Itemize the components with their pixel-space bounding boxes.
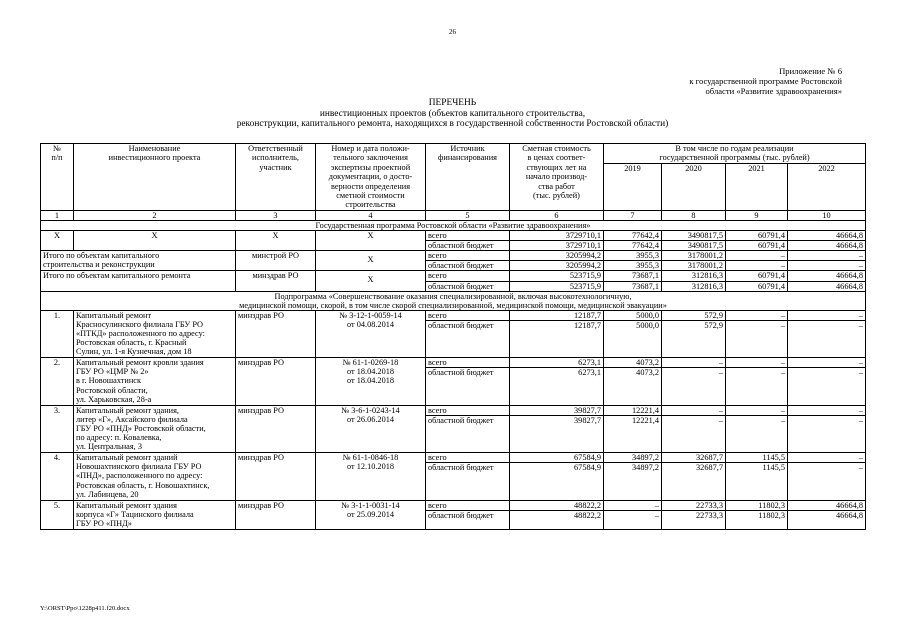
subprogram-title-row: [41, 291, 866, 310]
project-expertise-line: № 3-12-1-0059-14: [339, 310, 402, 320]
x-cell: X: [236, 231, 316, 251]
project-expertise-line: № 61-1-0269-18: [342, 358, 399, 368]
year-2021-cell: 60791,4: [726, 281, 788, 291]
year-2020-cell: –: [662, 358, 726, 368]
project-num: 5.: [41, 500, 74, 529]
year-2022-cell: 46664,8: [788, 281, 866, 291]
cost-cell: 3205994,2: [510, 261, 604, 271]
project-expertise-line: от 26.06.2014: [346, 414, 395, 424]
source-cell: всего: [426, 405, 510, 415]
project-name: [74, 358, 236, 405]
program-row: [41, 231, 866, 241]
year-2022-cell: 46664,8: [788, 500, 866, 510]
year-2020-cell: 572,9: [662, 320, 726, 357]
x-cell: X: [74, 231, 236, 251]
title-line: реконструкции, капитального ремонта, находящихся в государственной собственности Ростовской области): [236, 119, 669, 129]
year-2021-cell: 1145,5: [726, 463, 788, 500]
year-2021-cell: –: [726, 358, 788, 368]
cost-cell: 523715,9: [510, 281, 604, 291]
project-name-line: ул. Лабинцева, 20: [76, 489, 139, 499]
year-2022-cell: –: [788, 320, 866, 357]
year-2022-cell: –: [788, 368, 866, 405]
year-2021-cell: 11802,3: [726, 500, 788, 510]
totals-exec: минстрой РО: [236, 251, 316, 271]
header-expertise-line: верности определения: [330, 181, 411, 191]
project-name-line: Красносулинского филиала ГБУ РО: [76, 319, 204, 329]
header-year: 2022: [788, 164, 866, 211]
header-cost-line: Сметная стоимость: [522, 144, 591, 153]
year-2021-cell: 60791,4: [726, 231, 788, 241]
project-name-line: Капитальный ремонт кровли здания: [76, 358, 204, 368]
year-2021-cell: 1145,5: [726, 453, 788, 463]
totals-label: [41, 271, 236, 291]
year-2019-cell: –: [604, 510, 662, 529]
cost-cell: 523715,9: [510, 271, 604, 281]
column-number: 9: [726, 210, 788, 220]
project-name-line: ул. Харьковская, 28-а: [76, 394, 152, 404]
project-expertise-line: от 04.08.2014: [346, 319, 395, 329]
project-row: [41, 358, 866, 368]
source-cell: всего: [426, 500, 510, 510]
project-expertise: [316, 453, 426, 500]
project-name-line: ул. Центральная, 3: [76, 442, 142, 452]
header-cost-line: ства работ: [538, 181, 575, 191]
source-cell: всего: [426, 251, 510, 261]
year-2022-cell: –: [788, 251, 866, 261]
project-name: [74, 310, 236, 357]
year-2020-cell: 572,9: [662, 310, 726, 320]
source-cell: областной бюджет: [426, 415, 510, 452]
project-name-line: Капитальный ремонт здания: [76, 500, 177, 510]
totals-row: [41, 271, 866, 281]
year-2020-cell: –: [662, 415, 726, 452]
year-2019-cell: 73687,1: [604, 281, 662, 291]
project-name-line: Капитальный ремонт: [76, 310, 152, 320]
source-cell: областной бюджет: [426, 510, 510, 529]
cost-cell: 67584,9: [510, 463, 604, 500]
header-years-group-line: государственной программы (тыс. рублей): [659, 153, 810, 163]
title-line: инвестиционных проектов (объектов капитального строительства,: [319, 108, 586, 119]
source-cell: всего: [426, 358, 510, 368]
header-num: [41, 144, 74, 211]
year-2020-cell: 3178001,2: [662, 261, 726, 271]
x-cell: X: [316, 231, 426, 251]
column-number-row: [41, 210, 866, 220]
year-2020-cell: 3490817,5: [662, 241, 726, 251]
project-expertise: [316, 405, 426, 452]
cost-cell: 48822,2: [510, 510, 604, 529]
project-row: [41, 405, 866, 415]
totals-label-line: Итого по объектам капитального ремонта: [43, 271, 191, 281]
appendix-line: области «Развитие здравоохранения»: [705, 86, 842, 97]
project-name-line: литер «Г», Аксайского филиала: [76, 414, 188, 424]
project-name-line: Сулин, ул. 1-я Кузнечная, дом 18: [76, 347, 192, 357]
year-2021-cell: –: [726, 405, 788, 415]
project-name-line: «ПТКД» расположенного по адресу:: [76, 328, 205, 338]
year-2019-cell: 4073,2: [604, 368, 662, 405]
source-cell: областной бюджет: [426, 368, 510, 405]
header-years-group: [604, 144, 866, 164]
header-year: 2021: [726, 164, 788, 211]
year-2021-cell: –: [726, 261, 788, 271]
year-2021-cell: –: [726, 320, 788, 357]
project-num: 4.: [41, 453, 74, 500]
project-expertise-line: от 18.04.2018: [346, 376, 395, 386]
project-expertise-line: от 12.10.2018: [346, 462, 395, 472]
subprogram-title-line: медицинской помощи, скорой, в том числе скорой специализированной, медицинской помощи, медицинской эвакуации»: [239, 300, 667, 310]
cost-cell: 67584,9: [510, 453, 604, 463]
year-2019-cell: 3955,3: [604, 261, 662, 271]
header-cost: [510, 144, 604, 211]
project-name-line: Ростовская область, г. Красный: [76, 338, 187, 348]
header-exec-line: Ответственный: [248, 144, 303, 153]
year-2022-cell: –: [788, 463, 866, 500]
year-2021-cell: –: [726, 368, 788, 405]
year-2019-cell: 12221,4: [604, 405, 662, 415]
column-number: 5: [426, 210, 510, 220]
project-name-line: Капитальный ремонт зданий: [76, 453, 178, 463]
year-2022-cell: –: [788, 405, 866, 415]
project-name-line: ГБУ РО «ПНД»: [76, 518, 132, 528]
year-2022-cell: –: [788, 415, 866, 452]
source-cell: всего: [426, 310, 510, 320]
project-expertise: [316, 358, 426, 405]
source-cell: всего: [426, 453, 510, 463]
totals-exec: минздрав РО: [236, 271, 316, 291]
year-2019-cell: 77642,4: [604, 231, 662, 241]
project-row: [41, 500, 866, 510]
project-expertise: [316, 500, 426, 529]
column-number: 1: [41, 210, 74, 220]
column-number: 10: [788, 210, 866, 220]
source-cell: всего: [426, 231, 510, 241]
year-2019-cell: –: [604, 500, 662, 510]
source-cell: областной бюджет: [426, 281, 510, 291]
header-exec: [236, 144, 316, 211]
program-title-row: [41, 220, 866, 230]
source-cell: всего: [426, 271, 510, 281]
header-name-line: инвестиционного проекта: [108, 153, 201, 163]
header-cost-line: начало производ-: [525, 172, 588, 182]
project-name: [74, 405, 236, 452]
header-source-line: финансирования: [438, 153, 497, 163]
appendix-line: к государственной программе Ростовской: [689, 76, 842, 87]
year-2019-cell: 5000,0: [604, 320, 662, 357]
year-2022-cell: 46664,8: [788, 231, 866, 241]
project-expertise: [316, 310, 426, 357]
year-2021-cell: 11802,3: [726, 510, 788, 529]
totals-label-line: строительства и реконструкции: [43, 260, 155, 270]
header-cost-line: ствующих лет на: [526, 162, 587, 172]
column-number: 8: [662, 210, 726, 220]
year-2019-cell: 4073,2: [604, 358, 662, 368]
project-exec: минздрав РО: [236, 500, 316, 529]
page-number: 26: [449, 28, 456, 36]
project-name-line: в г. Новошахтинск: [76, 376, 141, 386]
header-expertise-line: строительства: [345, 200, 396, 210]
title-line: ПЕРЕЧЕНЬ: [428, 98, 477, 108]
header-expertise-line: документации, о досто-: [328, 172, 413, 182]
project-name: [74, 453, 236, 500]
header-name-line: Наименование: [128, 144, 181, 153]
header-expertise: [316, 144, 426, 211]
project-exec: минздрав РО: [236, 405, 316, 452]
year-2020-cell: 22733,3: [662, 500, 726, 510]
year-2019-cell: 5000,0: [604, 310, 662, 320]
cost-cell: 12187,7: [510, 310, 604, 320]
header-year: 2019: [604, 164, 662, 211]
totals-label-line: Итого по объектам капитального: [43, 251, 160, 261]
year-2019-cell: 73687,1: [604, 271, 662, 281]
header-exec-line: участник: [259, 162, 292, 172]
header-exec-line: исполнитель,: [252, 153, 299, 163]
cost-cell: 48822,2: [510, 500, 604, 510]
project-name-line: корпуса «Г» Тацинского филиала: [76, 509, 194, 519]
totals-label: [41, 251, 236, 271]
cost-cell: 39827,7: [510, 415, 604, 452]
file-path-footer: Y:\ORST\Ppo\1228p411.f20.docx: [40, 605, 130, 612]
year-2020-cell: 3490817,5: [662, 231, 726, 241]
source-cell: областной бюджет: [426, 261, 510, 271]
header-expertise-line: тельного заключения: [333, 153, 408, 163]
project-name-line: ГБУ РО «ПНД» Ростовской области,: [76, 423, 206, 433]
header-num-line: №: [53, 144, 61, 153]
project-exec: минздрав РО: [236, 358, 316, 405]
header-name: [74, 144, 236, 211]
cost-cell: 3729710,1: [510, 241, 604, 251]
project-name: [74, 500, 236, 529]
project-row: [41, 453, 866, 463]
totals-expert: X: [316, 271, 426, 291]
header-cost-line: (тыс. рублей): [533, 191, 580, 201]
year-2022-cell: –: [788, 310, 866, 320]
year-2022-cell: –: [788, 453, 866, 463]
year-2021-cell: –: [726, 415, 788, 452]
subprogram-title: [41, 291, 866, 310]
header-expertise-line: экспертизы проектной: [330, 162, 411, 172]
appendix-line: Приложение № 6: [779, 66, 842, 76]
project-exec: минздрав РО: [236, 453, 316, 500]
column-number: 3: [236, 210, 316, 220]
year-2021-cell: –: [726, 251, 788, 261]
header-cost-line: в ценах соответ-: [527, 153, 586, 163]
year-2019-cell: 77642,4: [604, 241, 662, 251]
project-expertise-line: № 61-1-0846-18: [342, 453, 399, 463]
header-source-line: Источник: [450, 144, 485, 153]
column-number: 6: [510, 210, 604, 220]
project-expertise-line: от 25.09.2014: [346, 509, 395, 519]
source-cell: областной бюджет: [426, 241, 510, 251]
project-name-line: Ростовская область, г. Новошахтинск,: [76, 480, 210, 490]
column-number: 4: [316, 210, 426, 220]
investment-projects-table: [40, 143, 866, 530]
year-2022-cell: 46664,8: [788, 241, 866, 251]
cost-cell: 39827,7: [510, 405, 604, 415]
x-cell: X: [41, 231, 74, 251]
totals-row: [41, 251, 866, 261]
project-row: [41, 310, 866, 320]
header-expertise-line: Номер и дата положи-: [331, 144, 410, 153]
year-2019-cell: 12221,4: [604, 415, 662, 452]
appendix-caption: [582, 66, 842, 97]
project-expertise-line: № 3-6-1-0243-14: [341, 405, 400, 415]
project-num: 3.: [41, 405, 74, 452]
cost-cell: 3729710,1: [510, 231, 604, 241]
document-title: [0, 98, 905, 130]
project-name-line: ГБУ РО «ЦМР № 2»: [76, 367, 149, 377]
header-expertise-line: сметной стоимости: [336, 191, 405, 201]
year-2022-cell: 46664,8: [788, 271, 866, 281]
project-exec: минздрав РО: [236, 310, 316, 357]
year-2020-cell: 312816,3: [662, 281, 726, 291]
source-cell: областной бюджет: [426, 463, 510, 500]
project-name-line: Капитальный ремонт здания,: [76, 405, 179, 415]
column-number: 2: [74, 210, 236, 220]
year-2022-cell: –: [788, 261, 866, 271]
year-2020-cell: 32687,7: [662, 453, 726, 463]
project-num: 1.: [41, 310, 74, 357]
header-years-group-line: В том числе по годам реализации: [675, 144, 794, 153]
year-2020-cell: 22733,3: [662, 510, 726, 529]
header-row: [41, 144, 866, 164]
year-2022-cell: –: [788, 358, 866, 368]
cost-cell: 12187,7: [510, 320, 604, 357]
cost-cell: 3205994,2: [510, 251, 604, 261]
year-2020-cell: 312816,3: [662, 271, 726, 281]
header-num-line: п/п: [51, 153, 63, 163]
year-2021-cell: 60791,4: [726, 241, 788, 251]
year-2021-cell: –: [726, 310, 788, 320]
year-2021-cell: 60791,4: [726, 271, 788, 281]
totals-expert: X: [316, 251, 426, 271]
header-year: 2020: [662, 164, 726, 211]
project-num: 2.: [41, 358, 74, 405]
project-expertise-line: № 3-1-1-0031-14: [341, 500, 400, 510]
year-2020-cell: –: [662, 368, 726, 405]
project-expertise-line: от 18.04.2018: [346, 367, 395, 377]
header-source: [426, 144, 510, 211]
project-name-line: по адресу: п. Ковалевка,: [76, 433, 162, 443]
subprogram-title-line: Подпрограмма «Совершенствование оказания специализированной, включая высокотехнологичную,: [274, 291, 632, 301]
year-2019-cell: 34897,2: [604, 453, 662, 463]
cost-cell: 6273,1: [510, 358, 604, 368]
year-2020-cell: 32687,7: [662, 463, 726, 500]
program-title: Государственная программа Ростовской области «Развитие здравоохранения»: [41, 220, 866, 230]
project-name-line: «ПНД», расположенного по адресу:: [76, 471, 203, 481]
year-2020-cell: –: [662, 405, 726, 415]
cost-cell: 6273,1: [510, 368, 604, 405]
project-name-line: Новошахтинского филиала ГБУ РО: [76, 462, 202, 472]
year-2019-cell: 34897,2: [604, 463, 662, 500]
column-number: 7: [604, 210, 662, 220]
year-2019-cell: 3955,3: [604, 251, 662, 261]
year-2020-cell: 3178001,2: [662, 251, 726, 261]
source-cell: областной бюджет: [426, 320, 510, 357]
project-name-line: Ростовской области,: [76, 385, 148, 395]
year-2022-cell: 46664,8: [788, 510, 866, 529]
